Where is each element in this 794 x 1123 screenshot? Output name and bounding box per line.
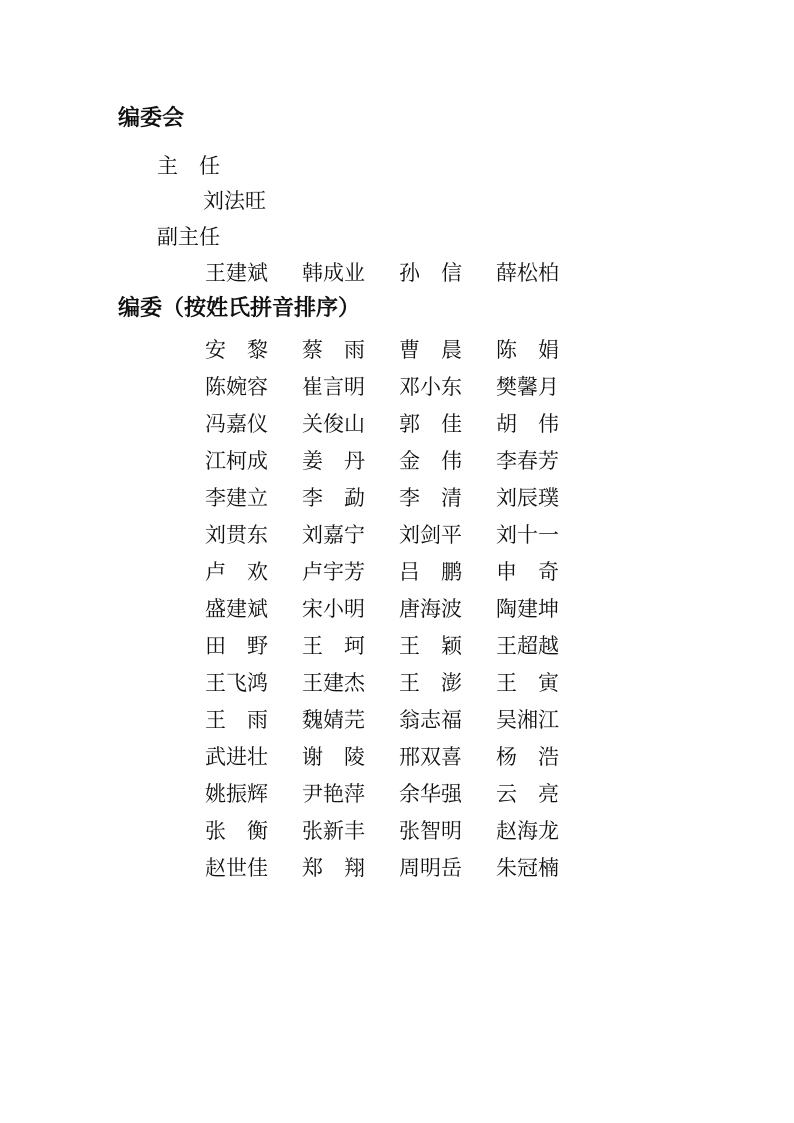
member-name: 尹艳萍 [302,782,365,806]
member-name: 李建立 [205,486,268,510]
member-name: 安 黎 [205,338,268,362]
member-name: 刘贯东 [205,523,268,547]
member-name: 陶建坤 [496,597,559,621]
member-name: 王 雨 [205,708,268,732]
member-name: 王 寅 [496,671,559,695]
member-name: 卢 欢 [205,560,268,584]
member-name: 王超越 [496,634,559,658]
member-name: 田 野 [205,634,268,658]
member-name: 张新丰 [302,819,365,843]
member-name: 唐海波 [399,597,462,621]
member-name: 赵世佳 [205,856,268,880]
member-name: 郭 佳 [399,412,462,436]
deputy-director-name: 王建斌 [205,261,268,285]
member-name: 樊馨月 [496,375,559,399]
member-name: 余华强 [399,782,462,806]
director-name: 刘法旺 [203,189,266,213]
deputy-names-row [205,263,593,284]
member-name: 郑 翔 [302,856,365,880]
member-name: 杨 浩 [496,745,559,769]
member-name: 江柯成 [205,449,268,473]
deputy-director-name: 薛松柏 [496,261,559,285]
member-name: 陈 娟 [496,338,559,362]
member-name: 王建杰 [302,671,365,695]
member-name: 赵海龙 [496,819,559,843]
deputy-director-name: 孙 信 [399,261,462,285]
member-name: 陈婉容 [205,375,268,399]
deputy-director-name: 韩成业 [302,261,365,285]
member-name: 金 伟 [399,449,462,473]
member-name: 蔡 雨 [302,338,365,362]
member-name: 刘辰璞 [496,486,559,510]
members-heading: 编委（按姓氏拼音排序） [118,295,361,320]
members-grid [205,340,593,895]
member-name: 云 亮 [496,782,559,806]
member-name: 曹 晨 [399,338,462,362]
member-name: 邢双喜 [399,745,462,769]
member-name: 刘嘉宁 [302,523,365,547]
member-name: 冯嘉仪 [205,412,268,436]
member-name: 王飞鸿 [205,671,268,695]
director-label: 主 任 [157,154,220,178]
member-name: 魏婧芫 [302,708,365,732]
member-name: 朱冠楠 [496,856,559,880]
member-name: 李春芳 [496,449,559,473]
member-name: 王 颖 [399,634,462,658]
member-name: 周明岳 [399,856,462,880]
member-name: 武进壮 [205,745,268,769]
board-title: 编委会 [118,105,185,130]
member-name: 王 澎 [399,671,462,695]
member-name: 刘十一 [496,523,559,547]
member-name: 吴湘江 [496,708,559,732]
deputy-director-label: 副主任 [157,225,220,249]
member-name: 李 勐 [302,486,365,510]
member-name: 关俊山 [302,412,365,436]
member-name: 王 珂 [302,634,365,658]
member-name: 卢宇芳 [302,560,365,584]
member-name: 崔言明 [302,375,365,399]
member-name: 张智明 [399,819,462,843]
member-name: 邓小东 [399,375,462,399]
member-name: 姚振辉 [205,782,268,806]
member-name: 张 衡 [205,819,268,843]
member-name: 刘剑平 [399,523,462,547]
member-name: 宋小明 [302,597,365,621]
member-name: 申 奇 [496,560,559,584]
member-name: 盛建斌 [205,597,268,621]
member-name: 吕 鹏 [399,560,462,584]
member-name: 胡 伟 [496,412,559,436]
member-name: 谢 陵 [302,745,365,769]
member-name: 姜 丹 [302,449,365,473]
member-name: 李 清 [399,486,462,510]
member-name: 翁志福 [399,708,462,732]
